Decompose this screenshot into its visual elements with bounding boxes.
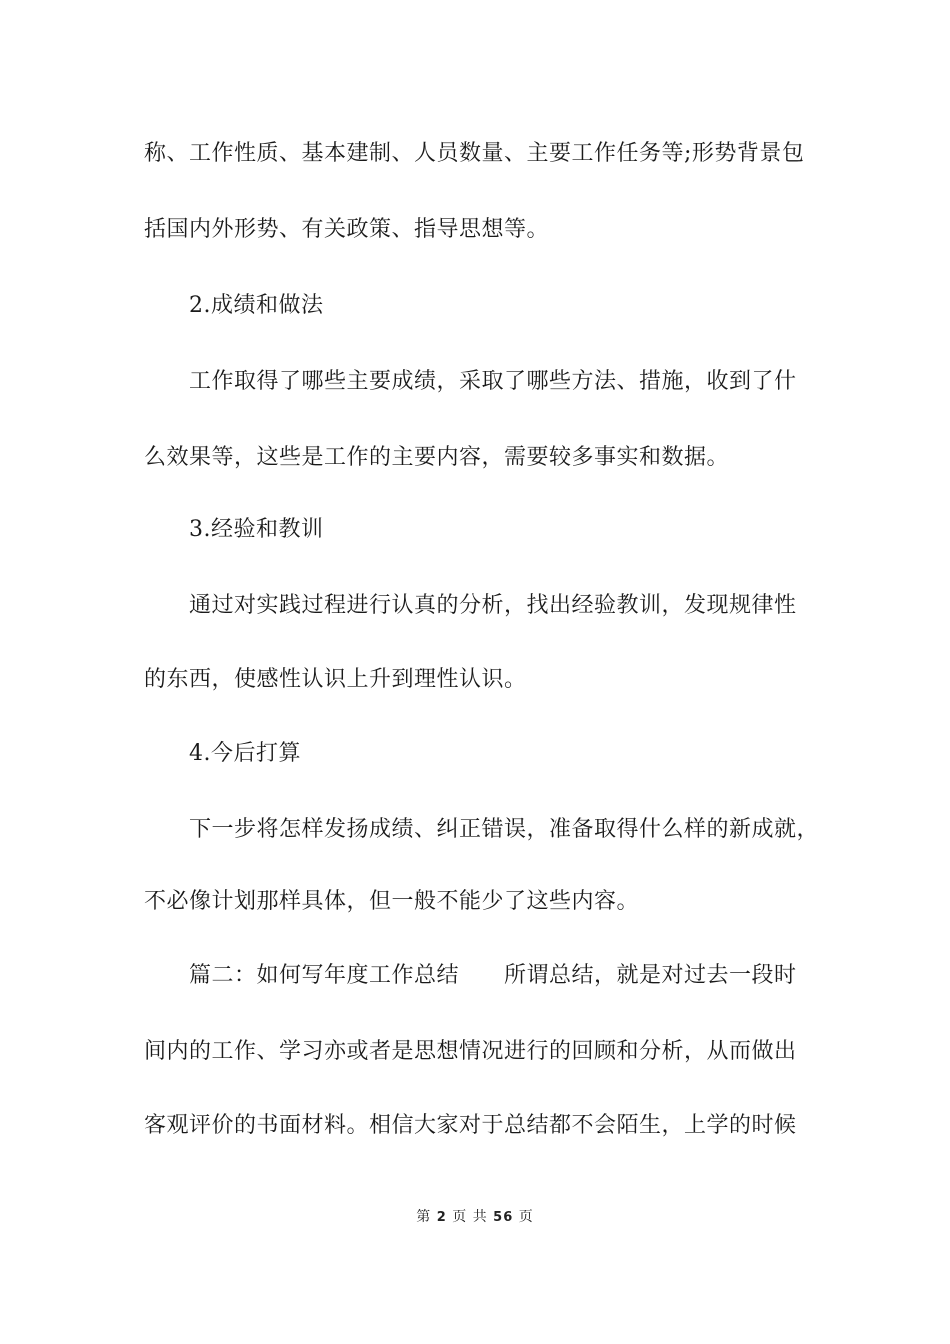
text-line: 客观评价的书面材料。相信大家对于总结都不会陌生，上学的时候	[144, 1113, 797, 1138]
current-page-number: 2	[436, 1210, 447, 1225]
text-line: 的东西，使感性认识上升到理性认识。	[144, 667, 527, 692]
text-line: 不必像计划那样具体，但一般不能少了这些内容。	[144, 889, 640, 914]
footer-prefix: 第	[416, 1209, 432, 1225]
section-heading: 2.成绩和做法	[189, 293, 324, 318]
text-line: 篇二：如何写年度工作总结 所谓总结，就是对过去一段时	[189, 963, 797, 988]
section-heading: 3.经验和教训	[189, 517, 324, 542]
text-line: 下一步将怎样发扬成绩、纠正错误，准备取得什么样的新成就，	[189, 817, 820, 842]
text-line: 通过对实践过程进行认真的分析，找出经验教训，发现规律性	[189, 593, 797, 618]
text-line: 么效果等，这些是工作的主要内容，需要较多事实和数据。	[144, 445, 730, 470]
footer-middle: 页 共	[452, 1209, 488, 1225]
total-pages-number: 56	[493, 1210, 514, 1225]
text-line: 间内的工作、学习亦或者是思想情况进行的回顾和分析，从而做出	[144, 1039, 797, 1064]
text-line: 称、工作性质、基本建制、人员数量、主要工作任务等;形势背景包	[144, 141, 805, 166]
footer-suffix: 页	[518, 1209, 534, 1225]
page-footer	[0, 1208, 950, 1227]
text-line: 工作取得了哪些主要成绩，采取了哪些方法、措施，收到了什	[189, 369, 797, 394]
text-line: 括国内外形势、有关政策、指导思想等。	[144, 217, 550, 242]
section-heading: 4.今后打算	[189, 741, 301, 766]
